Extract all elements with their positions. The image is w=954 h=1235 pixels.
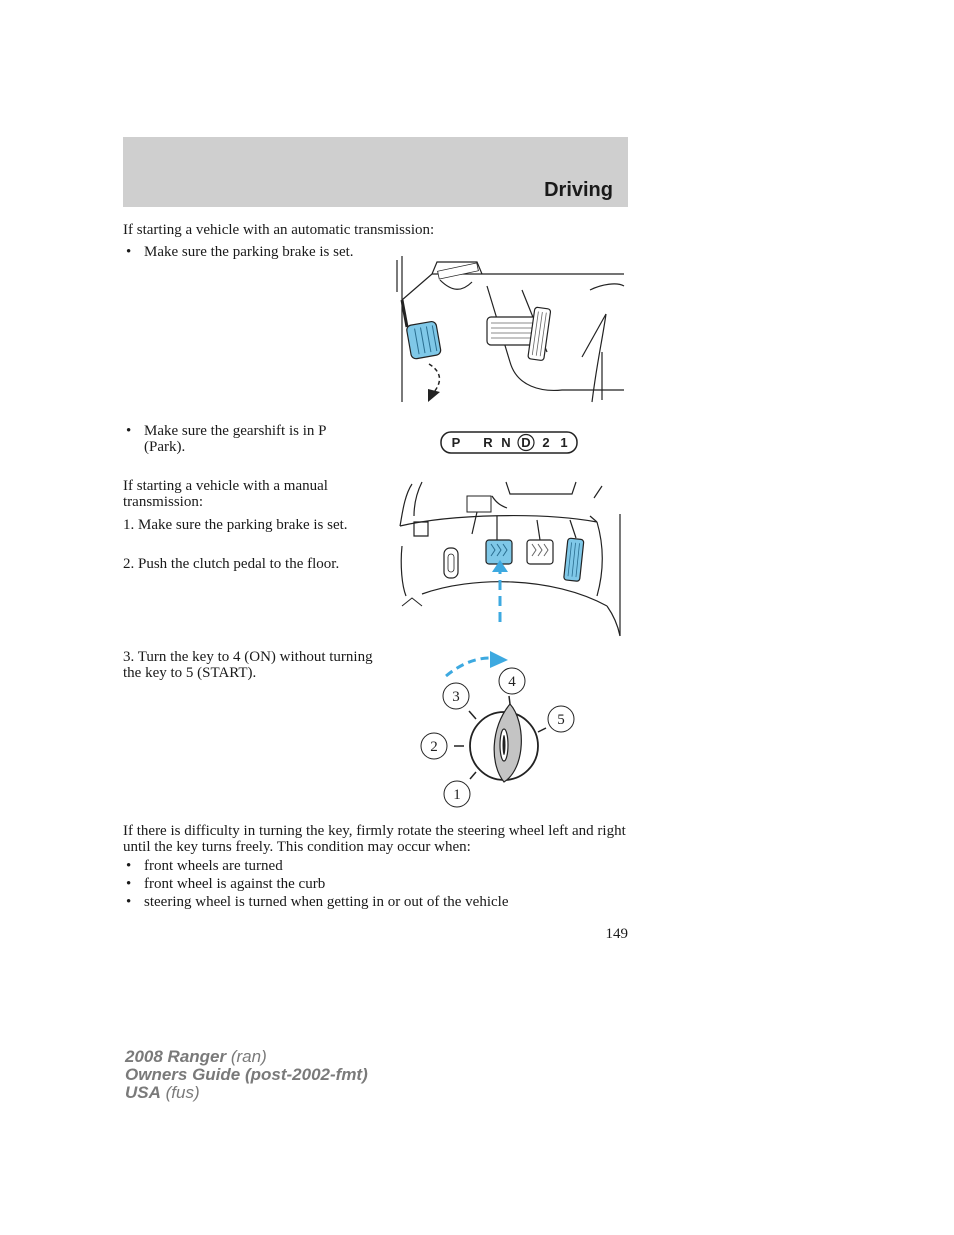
- section-title: Driving: [544, 179, 613, 201]
- footer-line-2: [125, 1066, 368, 1084]
- footer-line-1: [125, 1048, 368, 1066]
- ignition-label-5: 5: [557, 712, 565, 728]
- document-footer: [125, 1048, 368, 1102]
- gear-2: 2: [542, 435, 550, 450]
- bullet-dot: •: [126, 858, 132, 874]
- difficulty-paragraph: If there is difficulty in turning the key, firmly rotate the steering wheel left and right until the key turns freely. This condition may occur when:: [123, 823, 626, 855]
- bullet-text: steering wheel is turned when getting in or out of the vehicle: [144, 894, 509, 910]
- gear-n: N: [501, 435, 511, 450]
- section-header-band: [123, 137, 628, 207]
- gearshift-indicator: [440, 430, 580, 456]
- gear-r: R: [483, 435, 493, 450]
- bullet-text: Make sure the parking brake is set.: [144, 244, 354, 260]
- bullet-dot: •: [126, 244, 132, 260]
- gear-p: P: [451, 435, 461, 450]
- automatic-intro: If starting a vehicle with an automatic transmission:: [123, 222, 435, 238]
- ignition-label-4: 4: [508, 674, 516, 690]
- ignition-label-3: 3: [452, 689, 460, 705]
- footer-market: USA: [125, 1083, 161, 1102]
- clutch-pedal-illustration: [392, 476, 628, 642]
- bullet-dot: •: [126, 876, 132, 892]
- manual-step-1: 1. Make sure the parking brake is set.: [123, 517, 348, 533]
- page-number: 149: [605, 926, 628, 942]
- footer-guide: Owners Guide (post-2002-fmt): [125, 1065, 368, 1084]
- footer-model: 2008 Ranger: [125, 1047, 227, 1066]
- bullet-text: front wheels are turned: [144, 858, 283, 874]
- footer-market-code: (fus): [165, 1083, 200, 1102]
- footer-line-3: [125, 1084, 368, 1102]
- footer-model-code: (ran): [230, 1047, 267, 1066]
- gear-d: D: [521, 435, 531, 450]
- parking-brake-illustration: [392, 252, 628, 406]
- bullet-dot: •: [126, 423, 132, 439]
- ignition-label-2: 2: [430, 739, 438, 755]
- bullet-text: Make sure the gearshift is in P (Park).: [144, 423, 326, 455]
- bullet-text: front wheel is against the curb: [144, 876, 326, 892]
- manual-intro: If starting a vehicle with a manual transmission:: [123, 478, 328, 510]
- manual-step-2: 2. Push the clutch pedal to the floor.: [123, 556, 340, 572]
- gear-1: 1: [560, 435, 568, 450]
- ignition-label-1: 1: [453, 787, 461, 803]
- ignition-key-diagram: [418, 650, 588, 810]
- manual-step-3: 3. Turn the key to 4 (ON) without turning the key to 5 (START).: [123, 649, 373, 681]
- bullet-dot: •: [126, 894, 132, 910]
